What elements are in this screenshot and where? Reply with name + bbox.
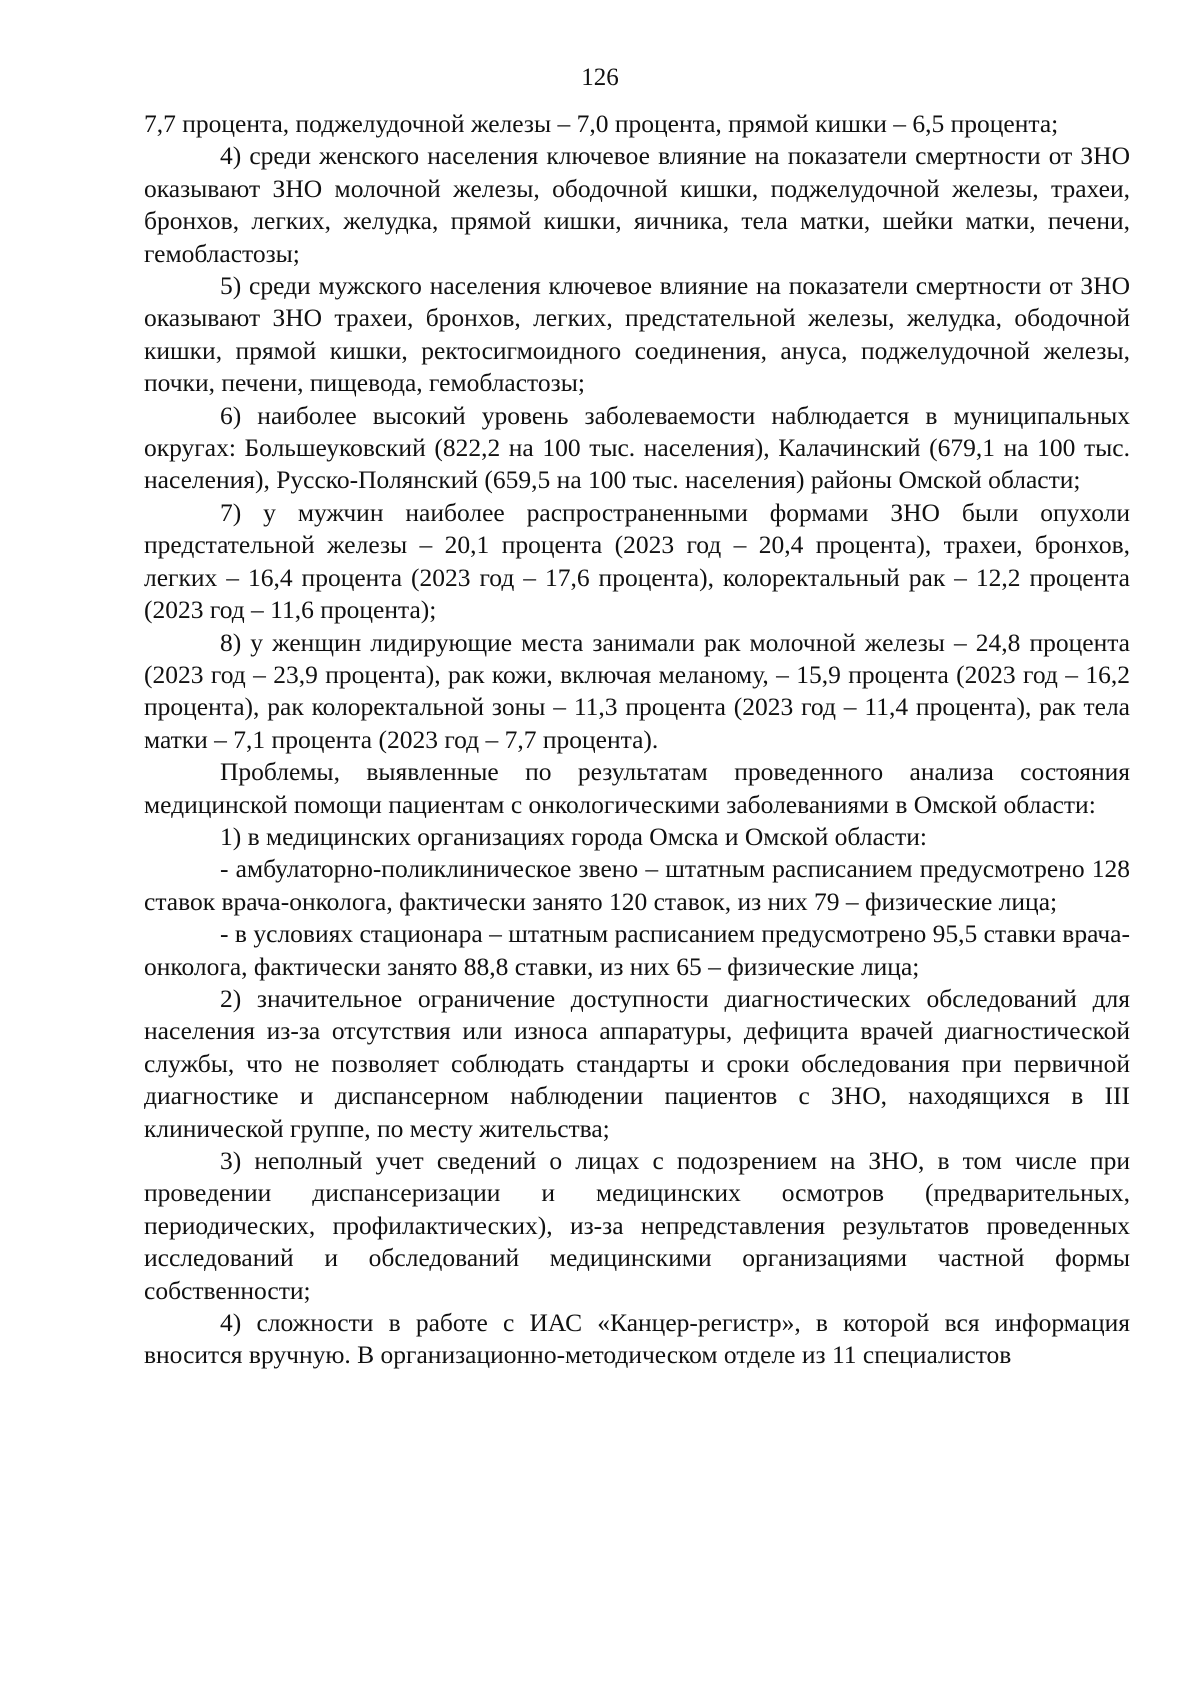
paragraph-continuation: 7,7 процента, поджелудочной железы – 7,0 процента, прямой кишки – 6,5 процента; — [144, 109, 1059, 138]
document-body — [144, 108, 1130, 1372]
paragraph-problems-intro: Проблемы, выявленные по результатам проведенного анализа состояния медицинской помощи пациентам с онкологическими заболеваниями в Омской области: — [144, 757, 1130, 819]
paragraph-problem-1: 1) в медицинских организациях города Омска и Омской области: — [220, 821, 927, 851]
paragraph-item-7: 7) у мужчин наиболее распространенными формами ЗНО были опухоли предстательной железы – 20,1 процента (2023 год – 20,4 процента), трахеи, бронхов, легких – 16,4 процента (2023 год – 17,6 процента), колоректальный рак – 12,2 процента (2023 год – 11,6 процента); — [144, 497, 1130, 625]
paragraph-problem-4: 4) сложности в работе с ИАС «Канцер-регистр», в которой вся информация вносится вручную. В организационно-методическом отделе из 11 специалистов — [144, 1308, 1130, 1370]
paragraph-item-8: 8) у женщин лидирующие места занимали рак молочной железы – 24,8 процента (2023 год – 23,9 процента), рак кожи, включая меланому, – 15,9 процента (2023 год – 16,2 процента), рак колоректальной зоны – 11,3 процента (2023 год – 11,4 процента), рак тела матки – 7,1 процента (2023 год – 7,7 процента). — [144, 627, 1130, 754]
paragraph-problem-2: 2) значительное ограничение доступности диагностических обследований для населения из-за отсутствия или износа аппаратуры, дефицита врачей диагностической службы, что не позволяет соблюдать стандарты и сроки обследования при первичной диагностике и диспансерном наблюдении пациентов с ЗНО, находящихся в III клинической группе, по месту жительства; — [144, 983, 1130, 1143]
paragraph-item-5: 5) среди мужского населения ключевое влияние на показатели смертности от ЗНО оказывают ЗНО трахеи, бронхов, легких, предстательной железы, желудка, ободочной кишки, прямой кишки, ректосигмоидного соединения, ануса, поджелудочной железы, почки, печени, пищевода, гемобластозы; — [144, 271, 1130, 398]
page-number: 126 — [581, 64, 619, 91]
paragraph-item-4: 4) среди женского населения ключевое влияние на показатели смертности от ЗНО оказывают ЗНО молочной железы, ободочной кишки, поджелудочной железы, трахеи, бронхов, легких, желудка, прямой кишки, яичника, тела матки, шейки матки, печени, гемобластозы; — [144, 141, 1130, 268]
paragraph-problem-3: 3) неполный учет сведений о лицах с подозрением на ЗНО, в том числе при проведении диспансеризации и медицинских осмотров (предварительных, периодических, профилактических), из-за непредставления результатов проведенных исследований и обследований медицинскими организациями частной формы собственности; — [144, 1146, 1130, 1305]
paragraph-outpatient-staffing: - амбулаторно-поликлиническое звено – штатным расписанием предусмотрено 128 ставок врача-онколога, фактически занято 120 ставок, из них 79 – физические лица; — [144, 854, 1130, 916]
paragraph-inpatient-staffing: - в условиях стационара – штатным расписанием предусмотрено 95,5 ставки врача-онколога, фактически занято 88,8 ставки, из них 65 – физические лица; — [144, 919, 1130, 981]
paragraph-item-6: 6) наиболее высокий уровень заболеваемости наблюдается в муниципальных округах: Большеуковский (822,2 на 100 тыс. населения), Калачинский (679,1 на 100 тыс. населения), Русско-Полянский (659,5 на 100 тыс. населения) районы Омской области; — [144, 400, 1130, 495]
